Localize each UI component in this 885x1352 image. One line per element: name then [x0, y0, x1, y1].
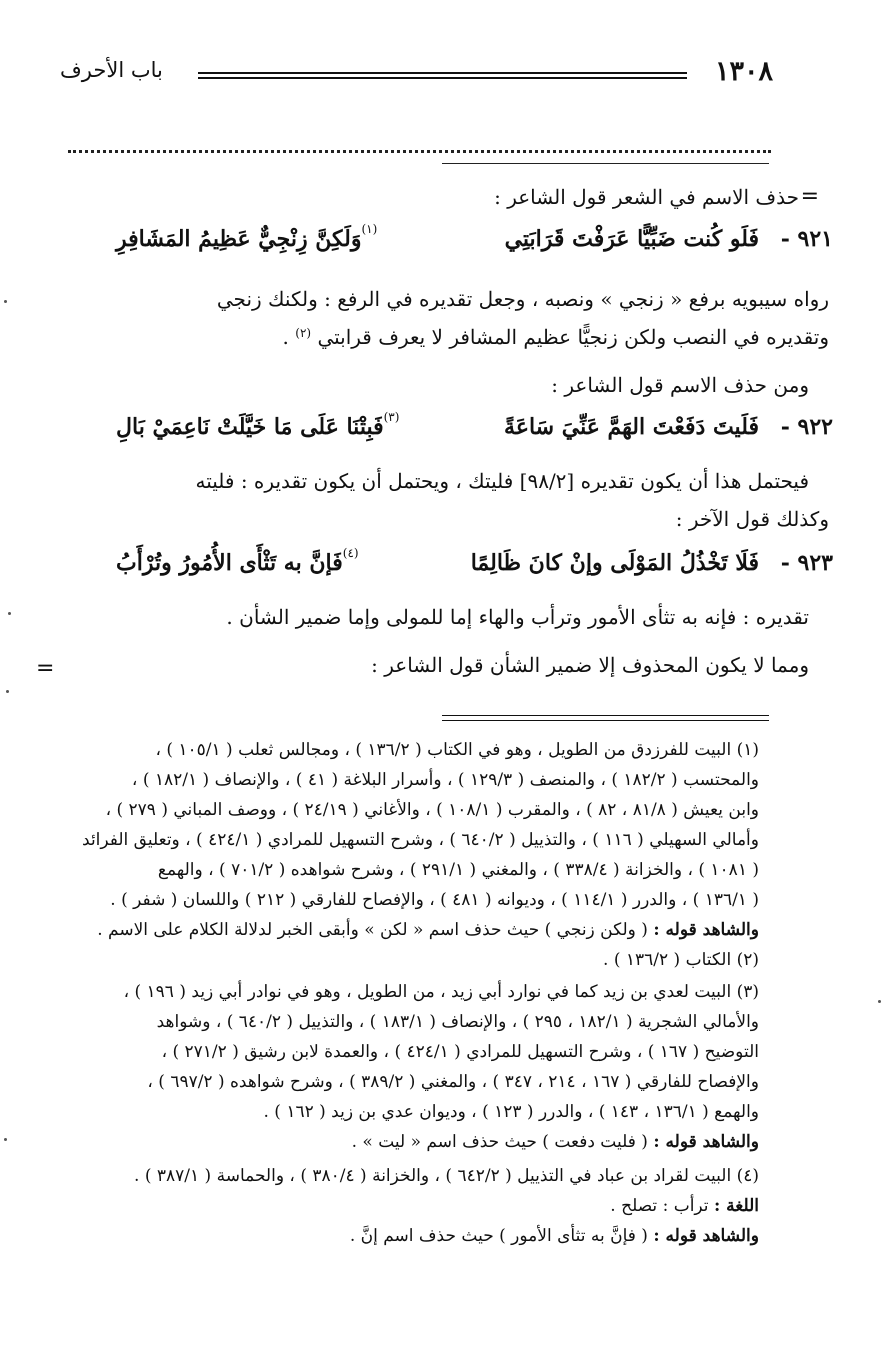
footnote-line — [62, 766, 759, 794]
paragraph-end: . — [282, 325, 296, 349]
verse-number: ٩٢١ - — [780, 226, 833, 252]
footnote-ref: (٣) — [383, 410, 400, 424]
verse-second-hemistich — [116, 546, 359, 576]
footnote-line — [62, 1038, 759, 1066]
footnote-label: والشاهد قوله : — [653, 920, 759, 940]
paragraph-line: ومما لا يكون المحذوف إلا ضمير الشأن قول الشاعر : — [371, 653, 809, 677]
scan-speck — [4, 1138, 7, 1141]
dotted-separator — [68, 150, 771, 153]
intro-line: حذف الاسم في الشعر قول الشاعر : — [494, 185, 799, 209]
footnote-text: (١) البيت للفرزدق من الطويل ، وهو في الكتاب ( ١٣٦/٢ ) ، ومجالس ثعلب ( ١٠٥/١ ) ، — [155, 740, 759, 760]
footnote-text: (٢) الكتاب ( ١٣٦/٢ ) . — [603, 950, 759, 970]
footnote-text: ( ١٣٦/١ ) ، والدرر ( ١١٤/١ ) ، وديوانه ( ٤٨١ ) ، والإفصاح للفارقي ( ٢١٢ ) واللسان ( شفر ) . — [110, 890, 759, 910]
verse-923 — [100, 546, 833, 590]
verse-first-hemistich: فَلَيتَ دَفَعْتَ الهَمَّ عَنِّيَ سَاعَةً — [504, 414, 759, 440]
footnote-line — [62, 1162, 759, 1190]
paragraph-line: ومن حذف الاسم قول الشاعر : — [551, 373, 809, 397]
verse-second-hemistich — [116, 410, 400, 440]
footnote-label: اللغة : — [713, 1196, 759, 1216]
footnote-text: (٤) البيت لقراد بن عباد في التذييل ( ٦٤٢/٢ ) ، والخزانة ( ٣٨٠/٤ ) ، والحماسة ( ٣٨٧/١ ) . — [134, 1166, 759, 1186]
verse-second-hemistich — [116, 222, 378, 252]
footnote-rule — [442, 715, 769, 721]
paragraph-line: فيحتمل هذا أن يكون تقديره [٩٨/٢] فليتك ، ويحتمل أن يكون تقديره : فليته — [195, 469, 809, 493]
verse-number: ٩٢٣ - — [780, 550, 833, 576]
footnote-line — [62, 856, 759, 884]
footnote-ref: (٤) — [342, 546, 359, 560]
verse-second-text: فَإنَّ به تَثْأَى الأُمُورُ وتُرْأَبُ — [116, 550, 343, 576]
footnote-text: والإفصاح للفارقي ( ١٦٧ ، ٢١٤ ، ٣٤٧ ) ، والمغني ( ٣٨٩/٢ ) ، وشرح شواهده ( ٦٩٧/٢ ) ، — [147, 1072, 759, 1092]
verse-second-text: فَبِتْنَا عَلَى مَا خَيَّلَتْ نَاعِمَيْ بَالِ — [116, 414, 384, 440]
scan-speck — [4, 300, 7, 303]
footnote-text: ( ولكن زنجي ) حيث حذف اسم « لكن » وأبقى الخبر لدلالة الكلام على الاسم . — [97, 920, 654, 940]
scan-speck — [878, 1000, 881, 1003]
verse-number: ٩٢٢ - — [780, 414, 833, 440]
footnote-line — [62, 1008, 759, 1036]
footnote-line — [62, 1222, 759, 1250]
footnote-label: والشاهد قوله : — [653, 1226, 759, 1246]
footnote-line — [62, 826, 759, 854]
footnote-label: والشاهد قوله : — [653, 1132, 759, 1152]
page-header — [60, 58, 773, 98]
continuation-mark: = — [800, 184, 819, 209]
verse-second-text: وَلَكِنَّ زِنْجِيٌّ عَظِيمُ المَشَافِرِ — [116, 226, 362, 252]
paragraph-line: رواه سيبويه برفع « زنجي » ونصبه ، وجعل تقديره في الرفع : ولكنك زنجي — [216, 287, 829, 311]
footnote-line — [62, 978, 759, 1006]
scan-speck — [6, 690, 9, 693]
footnote-line — [62, 946, 759, 974]
verse-921 — [100, 222, 833, 266]
running-title: باب الأحرف — [60, 58, 163, 82]
verse-first-hemistich: فَلَا تَخْذُلُ المَوْلَى وإنْ كانَ ظَالِمًا — [470, 550, 759, 576]
page-number: ١٣٠٨ — [714, 56, 773, 87]
footnote-ref: (١) — [361, 222, 378, 236]
footnote-line — [62, 886, 759, 914]
footnote-line — [62, 1068, 759, 1096]
footnote-text: والمحتسب ( ١٨٢/٢ ) ، والمنصف ( ١٢٩/٣ ) ، وأسرار البلاغة ( ٤١ ) ، والإنصاف ( ١٨٢/١ ) ، — [131, 770, 759, 790]
footnote-line — [62, 1192, 759, 1220]
section-rule — [442, 163, 769, 164]
footnote-text: التوضيح ( ١٦٧ ) ، وشرح التسهيل للمرادي ( ٤٢٤/١ ) ، والعمدة لابن رشيق ( ٢٧١/٢ ) ، — [161, 1042, 759, 1062]
footnote-text: (٣) البيت لعدي بن زيد كما في نوارد أبي زيد ، من الطويل ، وهو في نوادر أبي زيد ( ١٩٦ ) ، — [123, 982, 759, 1002]
verse-first-hemistich: فَلَو كُنت ضَبِّيًّا عَرَفْتَ قَرَابَتِي — [504, 226, 759, 252]
paragraph-line — [40, 320, 829, 354]
footnote-ref: (٢) — [295, 326, 312, 340]
footnote-text: وأمالي السهيلي ( ١١٦ ) ، والتذييل ( ٦٤٠/٢ ) ، وشرح التسهيل للمرادي ( ٤٢٤/١ ) ، وتعليق الفرائد — [82, 830, 759, 850]
paragraph-text: وتقديره في النصب ولكن زنجيًّا عظيم المشافر لا يعرف قرابتي — [317, 325, 829, 349]
footnote-text: والأمالي الشجرية ( ١٨٢/١ ، ٢٩٥ ) ، والإنصاف ( ١٨٣/١ ) ، والتذييل ( ٦٤٠/٢ ) ، وشواهد — [156, 1012, 759, 1032]
footnote-line — [62, 916, 759, 944]
paragraph-line: وكذلك قول الآخر : — [675, 507, 829, 531]
footnote-line — [62, 1128, 759, 1156]
footnote-text: والهمع ( ١٣٦/١ ، ١٤٣ ) ، والدرر ( ١٢٣ ) ، وديوان عدي بن زيد ( ١٦٢ ) . — [263, 1102, 759, 1122]
footnote-text: ترأب : تصلح . — [610, 1196, 714, 1216]
footnote-line — [62, 796, 759, 824]
continuation-mark: = — [36, 656, 55, 681]
header-rule — [198, 72, 687, 79]
footnote-text: ( ١٠٨١ ) ، والخزانة ( ٣٣٨/٤ ) ، والمغني ( ٢٩١/١ ) ، وشرح شواهده ( ٧٠١/٢ ) ، والهمع — [157, 860, 759, 880]
scan-speck — [8, 612, 11, 615]
paragraph-line: تقديره : فإنه به تثأى الأمور وترأب والهاء إما للمولى وإما ضمير الشأن . — [226, 605, 809, 629]
footnote-text: وابن يعيش ( ٨١/٨ ، ٨٢ ) ، والمقرب ( ١٠٨/١ ) ، والأغاني ( ٢٤/١٩ ) ، ووصف المباني ( ٢٧٩ ) ، — [105, 800, 759, 820]
footnote-text: ( فإنَّ به تثأى الأمور ) حيث حذف اسم إنَّ . — [349, 1226, 654, 1246]
verse-922 — [100, 410, 833, 454]
footnote-text: ( فليت دفعت ) حيث حذف اسم « ليت » . — [351, 1132, 654, 1152]
footnote-line — [62, 1098, 759, 1126]
footnote-line — [62, 736, 759, 764]
